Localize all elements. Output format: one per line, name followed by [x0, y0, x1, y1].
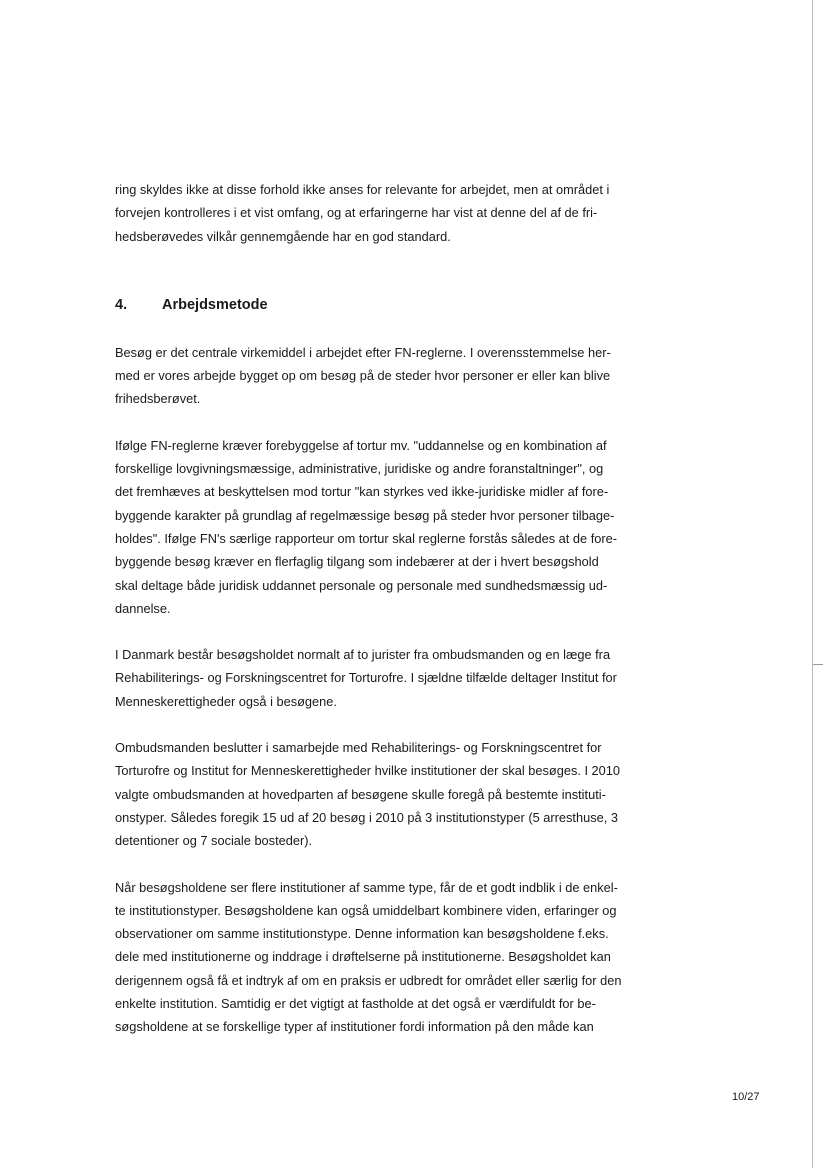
text-line: onstyper. Således foregik 15 ud af 20 besøg i 2010 på 3 institutionstyper (5 arresthuse, 3 [115, 809, 618, 825]
text-line: dannelse. [115, 600, 171, 616]
text-line: holdes". Ifølge FN's særlige rapporteur om tortur skal reglerne forstås således at de fore- [115, 530, 618, 546]
section-number: 4. [115, 296, 128, 313]
paragraph-1 [115, 341, 645, 411]
text-line: enkelte institution. Samtidig er det vigtigt at fastholde at det også er værdifuldt for be- [115, 996, 596, 1012]
intro-paragraph [115, 178, 645, 248]
text-line: hedsberøvedes vilkår gennemgående har en god standard. [115, 228, 451, 244]
text-line: Ombudsmanden beslutter i samarbejde med Rehabiliterings- og Forskningscentret for [115, 740, 602, 756]
text-line: Menneskerettigheder også i besøgene. [115, 693, 337, 709]
text-line: frihedsberøvet. [115, 391, 201, 407]
text-line: søgsholdene at se forskellige typer af institutioner fordi information på den måde kan [115, 1019, 594, 1035]
text-line: Rehabiliterings- og Forskningscentret for Torturofre. I sjældne tilfælde deltager Institut for [115, 670, 617, 686]
text-line: det fremhæves at beskyttelsen mod tortur "kan styrkes ved ikke-juridiske midler af fore- [115, 484, 609, 500]
paragraph-3 [115, 643, 645, 713]
text-line: derigennem også få et indtryk af om en praksis er udbredt for området eller særlig for den [115, 972, 622, 988]
text-line: te institutionstyper. Besøgsholdene kan også umiddelbart kombinere viden, erfaringer og [115, 902, 617, 918]
paragraph-4 [115, 736, 645, 852]
text-line: skal deltage både juridisk uddannet personale og personale med sundhedsmæssig ud- [115, 577, 608, 593]
paragraph-5 [115, 876, 645, 1039]
text-line: forvejen kontrolleres i et vist omfang, og at erfaringerne har vist at denne del af de fri- [115, 205, 598, 221]
scan-edge-mark [813, 664, 823, 665]
text-line: ring skyldes ikke at disse forhold ikke anses for relevante for arbejdet, men at området i [115, 182, 610, 197]
text-line: byggende besøg kræver en flerfaglig tilgang som indebærer at der i hvert besøgshold [115, 554, 599, 570]
text-line: Torturofre og Institut for Menneskerettigheder hvilke institutioner der skal besøges. I 2010 [115, 763, 621, 779]
text-line: Besøg er det centrale virkemiddel i arbejdet efter FN-reglerne. I overensstemmelse her- [115, 344, 611, 360]
text-line: valgte ombudsmanden at hovedparten af besøgene skulle foregå på bestemte instituti- [115, 786, 606, 802]
text-line: med er vores arbejde bygget op om besøg på de steder hvor personer er eller kan blive [115, 368, 611, 384]
text-line: Når besøgsholdene ser flere institutioner af samme type, får de et godt indblik i de enkel- [115, 879, 618, 895]
document-body [115, 178, 645, 1039]
scan-page-edge [812, 0, 813, 1168]
page-number: 10/27 [732, 1091, 760, 1103]
text-line: byggende karakter på grundlag af regelmæssige besøg på steder hvor personer tilbage- [115, 507, 615, 523]
text-line: Ifølge FN-reglerne kræver forebyggelse af tortur mv. "uddannelse og en kombination af [115, 437, 607, 453]
section-heading [115, 294, 645, 317]
paragraph-2 [115, 434, 645, 620]
text-line: I Danmark består besøgsholdet normalt af to jurister fra ombudsmanden og en læge fra [115, 647, 611, 663]
section-title: Arbejdsmetode [162, 296, 268, 313]
text-line: forskellige lovgivningsmæssige, administrative, juridiske og andre foranstaltninger", og [115, 461, 604, 477]
text-line: dele med institutionerne og inddrage i drøftelserne på institutionerne. Besøgsholdet kan [115, 949, 611, 965]
text-line: observationer om samme institutionstype. Denne information kan besøgsholdene f.eks. [115, 926, 609, 942]
text-line: detentioner og 7 sociale bosteder). [115, 833, 313, 849]
